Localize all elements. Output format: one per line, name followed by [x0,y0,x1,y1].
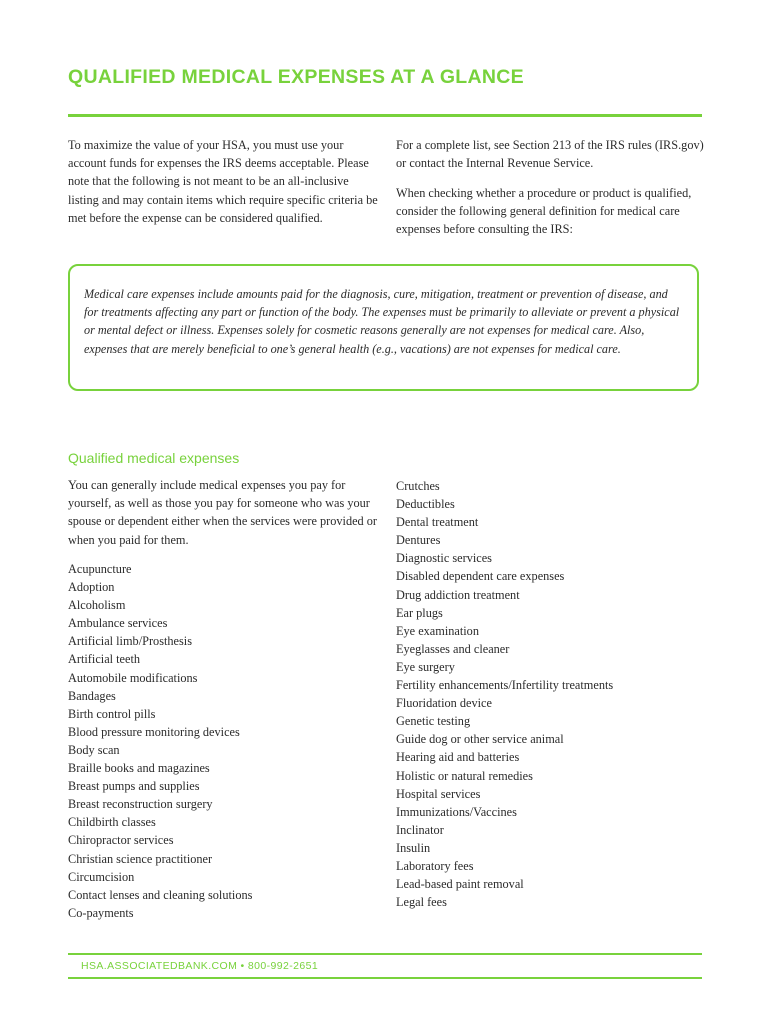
list-item: Contact lenses and cleaning solutions [68,887,253,902]
definition-intro-paragraph: When checking whether a procedure or product is qualified, consider the following general definition for medical care expenses before consulting the IRS: [396,186,692,237]
list-item: Adoption [68,580,115,595]
page-title: QUALIFIED MEDICAL EXPENSES AT A GLANCE [68,66,524,88]
list-item: Eyeglasses and cleaner [396,641,510,656]
list-item: Acupuncture [68,562,132,576]
irs-reference-paragraph: For a complete list, see Section 213 of the IRS rules (IRS.gov) or contact the Internal Revenue Service. [396,138,704,171]
list-item: Chiropractor services [68,833,174,848]
list-item: Hospital services [396,786,481,801]
list-item: Lead-based paint removal [396,877,524,892]
intro-paragraph: To maximize the value of your HSA, you must use your account funds for expenses the IRS deems acceptable. Please note that the following is not meant to be an all-inclusive listing and may contain items which require specific criteria be met before the expense can be considered qualified. [68,138,378,225]
list-item: Artificial teeth [68,652,141,667]
footer-contact: HSA.ASSOCIATEDBANK.COM • 800-992-2651 [81,960,319,972]
list-item: Fluoridation device [396,696,492,711]
list-item: Artificial limb/Prosthesis [68,634,192,649]
list-item: Guide dog or other service animal [396,732,564,747]
section-lead-paragraph: You can generally include medical expenses you pay for yourself, as well as those you pay for someone who was your spouse or dependent either when the services were provided or when you paid for them. [68,478,378,547]
list-item: Ambulance services [68,616,168,631]
list-item: Automobile modifications [68,670,198,685]
list-item: Laboratory fees [396,858,474,873]
list-item: Breast pumps and supplies [68,779,200,794]
definition-callout-box [68,264,699,391]
list-item: Legal fees [396,895,447,910]
list-item: Genetic testing [396,714,471,729]
list-item: Breast reconstruction surgery [68,797,213,812]
list-item: Circumcision [68,869,135,884]
footer-divider-bottom [68,977,702,979]
list-item: Drug addiction treatment [396,587,520,602]
list-item: Holistic or natural remedies [396,768,533,783]
list-item: Dental treatment [396,515,479,530]
list-item: Christian science practitioner [68,851,213,866]
list-item: Childbirth classes [68,815,156,830]
list-item: Eye surgery [396,659,455,674]
list-item: Inclinator [396,822,444,837]
expense-list-right [396,477,613,911]
list-item: Fertility enhancements/Infertility treatments [396,678,614,693]
list-item: Co-payments [68,905,134,920]
list-item: Insulin [396,840,431,855]
list-item: Ear plugs [396,605,443,620]
expense-list-left [68,560,252,922]
list-item: Bandages [68,688,116,703]
list-item: Diagnostic services [396,551,492,566]
list-item: Immunizations/Vaccines [396,804,517,819]
list-item: Hearing aid and batteries [396,750,520,765]
section-heading: Qualified medical expenses [68,450,240,466]
list-item: Body scan [68,742,120,757]
list-item: Alcoholism [68,598,126,613]
list-item: Braille books and magazines [68,761,210,776]
list-item: Crutches [396,479,440,493]
list-item: Dentures [396,533,441,548]
footer-divider-top [68,953,702,955]
list-item: Disabled dependent care expenses [396,569,565,584]
title-divider [68,114,702,117]
list-item: Eye examination [396,623,479,638]
list-item: Blood pressure monitoring devices [68,724,240,739]
list-item: Deductibles [396,497,455,512]
definition-callout-text: Medical care expenses include amounts paid for the diagnosis, cure, mitigation, treatment or prevention of disease, and for treatments affecting any part or function of the body. The expenses must be primarily to alleviate or prevent a physical or mental defect or illness. Expenses solely for cosmetic reasons generally are not expenses for medical care. Also, expenses that are merely beneficial to one’s general health (e.g., vacations) are not expenses for medical care. [84,287,680,356]
list-item: Birth control pills [68,706,156,721]
